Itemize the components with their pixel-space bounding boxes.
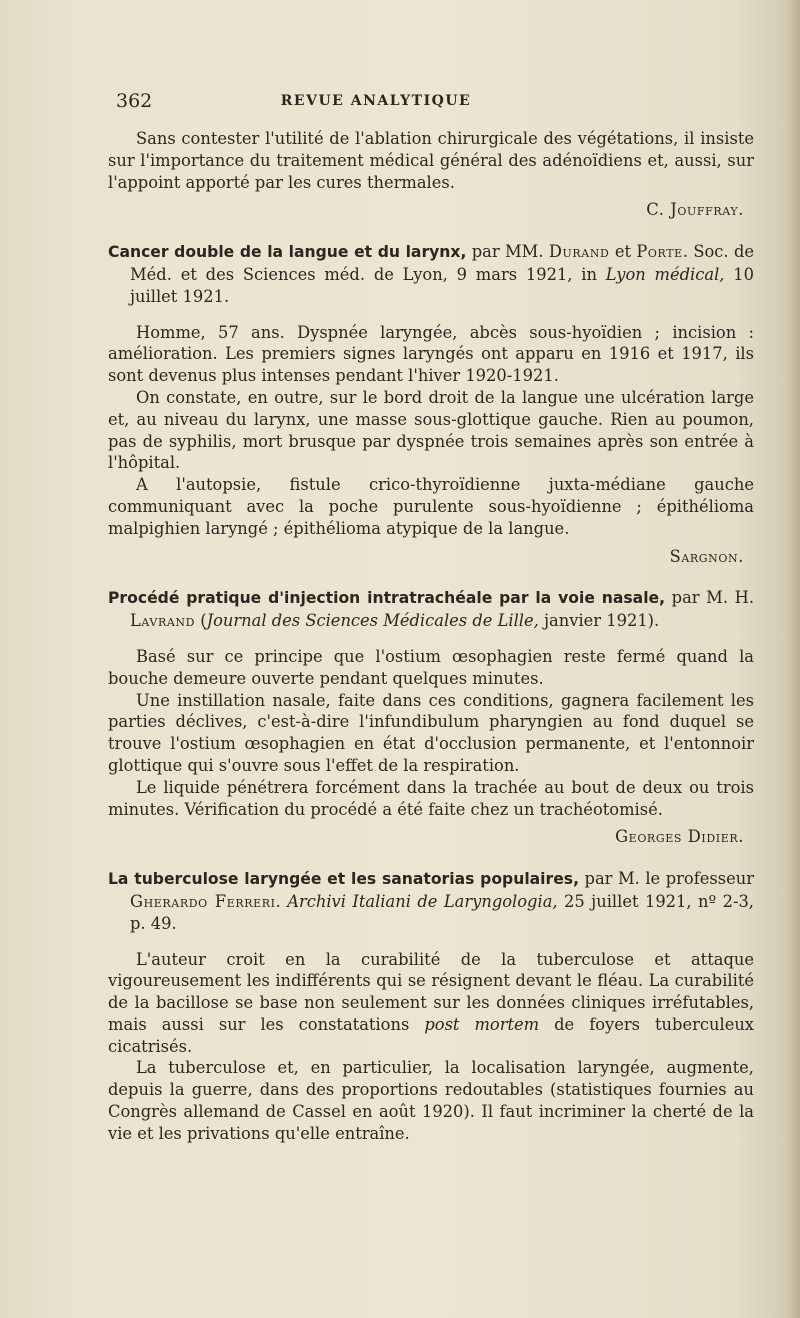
entry-2-signature: Georges Didier.: [615, 827, 744, 847]
page-body: [108, 128, 754, 1145]
entry-2-heading: [108, 587, 754, 632]
entry-1-journal: Lyon médical,: [605, 264, 725, 284]
entry-2-paragraph: Basé sur ce principe que l'ostium œsophagien reste fermé quand la bouche demeure ouverte pendant quelques minutes.: [108, 646, 754, 688]
entry-2-title: Procédé pratique d'injection intratrachéale par la voie nasale,: [108, 589, 666, 608]
entry-2-author: Lavrand: [130, 611, 196, 631]
entry-3-ref-end: 25 juillet 1921, nº 2-3, p. 49.: [130, 891, 754, 933]
entry-3-author: Gherardo Ferreri: [130, 891, 276, 911]
page-header: [116, 90, 756, 114]
intro-signature: C. Jouffray.: [646, 200, 744, 220]
entry-3-heading: [108, 868, 754, 934]
intro-paragraph: Sans contester l'utilité de l'ablation chirurgicale des végétations, il insiste sur l'importance du traitement médical général des adénoïdiens et, aussi, sur l'appoint apporté par les cures thermales.: [108, 129, 754, 192]
entry-3-paragraph-italic: post mortem: [424, 1014, 540, 1034]
entry-2-journal: Journal des Sciences Médicales de Lille,: [206, 611, 539, 631]
entry-1-paragraph: On constate, en outre, sur le bord droit de la langue une ulcération large et, au niveau du larynx, une masse sous-glottique gauche. Rien au poumon, pas de syphilis, mort brusque par dyspnée trois semaines après son entrée à l'hôpital.: [108, 387, 754, 473]
entry-2-ref-pre: par M. H.: [665, 588, 754, 608]
entry-2-paragraph: Une instillation nasale, faite dans ces conditions, gagnera facilement les parties déclives, c'est-à-dire l'infundibulum pharyngien au fond duquel se trouve l'ostium œsophagien en état d'occlusion permanente, et l'entonnoir glottique qui s'ouvre sous l'effet de la respiration.: [108, 690, 754, 775]
entry-3-title: La tuberculose laryngée et les sanatorias populaires,: [108, 870, 579, 889]
entry-1-title: Cancer double de la langue et du larynx,: [108, 243, 467, 262]
page-number: 362: [116, 90, 153, 112]
entry-1-paragraph: A l'autopsie, fistule crico-thyroïdienne juxta-médiane gauche communiquant avec la poche purulente sous-hyoïdienne ; épithélioma malpighien laryngé ; épithélioma atypique de la langue.: [108, 475, 754, 538]
entry-1-signature: Sargnon.: [669, 546, 744, 566]
entry-1-ref-mid: et: [609, 242, 637, 262]
entry-1-ref-post: . Soc. de Méd. et des Sciences méd. de Lyon, 9 mars 1921, in: [130, 242, 754, 284]
running-head: REVUE ANALYTIQUE: [280, 93, 472, 109]
entry-1-heading: [108, 241, 754, 307]
entry-2-paragraph: Le liquide pénétrera forcément dans la trachée au bout de deux ou trois minutes. Vérification du procédé a été faite chez un trachéotomisé.: [108, 777, 754, 819]
entry-3-ref-mid: .: [275, 891, 288, 911]
entry-1-ref-pre: par MM.: [466, 242, 549, 262]
entry-1-paragraph: Homme, 57 ans. Dyspnée laryngée, abcès sous-hyoïdien ; incision : amélioration. Les premiers signes laryngés ont apparu en 1916 et 1917, ils sont devenus plus intenses pendant l'hiver 1920-1921.: [108, 322, 754, 386]
entry-2-ref-end: janvier 1921).: [538, 611, 660, 631]
entry-3-ref-pre: par M. le professeur: [579, 869, 754, 889]
page-edge-shadow: [786, 0, 800, 1318]
entry-3-paragraph-text: L'auteur croit en la curabilité de la tuberculose et attaque vigoureusement les indifférents qui se résignent devant le fléau. La curabilité de la bacillose se base non seulement sur les données cliniques irréfutables, mais aussi sur les constatations: [108, 949, 754, 1034]
entry-1-ref-end: 10 juillet 1921.: [130, 264, 754, 306]
entry-2-ref-mid: (: [195, 611, 207, 631]
entry-1-author: Durand: [548, 242, 610, 262]
entry-3-paragraph: La tuberculose et, en particulier, la localisation laryngée, augmente, depuis la guerre, dans des proportions redoutables (statistiques fournies au Congrès allemand de Cassel en août 1920). Il faut incriminer la cherté de la vie et les privations qu'elle entraîne.: [108, 1058, 754, 1143]
entry-1-author-2: Porte: [636, 242, 683, 262]
entry-3-paragraph-tail: de foyers tuberculeux cicatrisés.: [108, 1014, 754, 1056]
entry-3-journal: Archivi Italiani de Laryngologia,: [287, 891, 558, 911]
entry-3-paragraph: [108, 949, 754, 1058]
